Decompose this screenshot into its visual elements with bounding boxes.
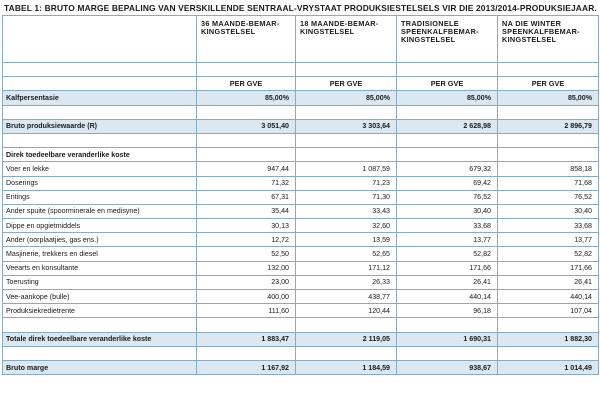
cell-value: 35,44 [197, 204, 296, 218]
cell-value: 1 087,59 [296, 162, 397, 176]
cell-value: 30,40 [498, 204, 599, 218]
spacer-row [3, 63, 599, 77]
column-header: 36 MAANDE-BEMAR-KINGSTELSEL [197, 16, 296, 63]
cell-value: 23,00 [197, 275, 296, 289]
cell-value: 26,41 [397, 275, 498, 289]
unit-label: PER GVE [296, 77, 397, 91]
cell-value: 71,23 [296, 176, 397, 190]
cell-value: 171,12 [296, 261, 397, 275]
section-heading: Direk toedeelbare veranderlike koste [3, 148, 197, 162]
gross-margin-table [2, 15, 599, 375]
row-label: Totale direk toedeelbare veranderlike koste [3, 332, 197, 346]
table-row [3, 261, 599, 275]
header-corner [3, 16, 197, 63]
cell-value: 1 882,30 [498, 332, 599, 346]
cell-value: 96,18 [397, 304, 498, 318]
cell-value: 52,82 [498, 247, 599, 261]
unit-row [3, 77, 599, 91]
row-label: Toerusting [3, 275, 197, 289]
cell-value: 26,33 [296, 275, 397, 289]
row-label: Ander spuite (spoorminerale en medisyne) [3, 204, 197, 218]
row-label: Produksiekredietrente [3, 304, 197, 318]
row-label: Bruto produksiewaarde (R) [3, 119, 197, 133]
cell-value: 69,42 [397, 176, 498, 190]
row-label: Dippe en opgietmiddels [3, 219, 197, 233]
cell-value: 171,66 [397, 261, 498, 275]
spacer-row [3, 318, 599, 332]
table-row [3, 204, 599, 218]
cell-value: 32,60 [296, 219, 397, 233]
calf-percentage-row [3, 91, 599, 105]
cell-value: 30,13 [197, 219, 296, 233]
cell-value: 938,67 [397, 360, 498, 374]
cell-value: 1 184,59 [296, 360, 397, 374]
cell-value: 76,52 [498, 190, 599, 204]
cell-value: 85,00% [397, 91, 498, 105]
cell-value: 67,31 [197, 190, 296, 204]
cell-value: 111,60 [197, 304, 296, 318]
cell-value: 171,66 [498, 261, 599, 275]
cell-value: 52,82 [397, 247, 498, 261]
table-row [3, 247, 599, 261]
row-label: Veearts en konsultante [3, 261, 197, 275]
cell-value: 76,52 [397, 190, 498, 204]
cell-value: 947,44 [197, 162, 296, 176]
cell-value: 1 014,49 [498, 360, 599, 374]
column-header: TRADISIONELE SPEENKALFBEMAR-KINGSTELSEL [397, 16, 498, 63]
cell-value: 440,14 [397, 290, 498, 304]
cell-value: 1 883,47 [197, 332, 296, 346]
table-row [3, 290, 599, 304]
header-row [3, 16, 599, 63]
row-label: Ander (oorplaatjies, gas ens.) [3, 233, 197, 247]
cell-value: 52,65 [296, 247, 397, 261]
cell-value: 85,00% [296, 91, 397, 105]
cell-value: 438,77 [296, 290, 397, 304]
cell-value: 679,32 [397, 162, 498, 176]
cell-value: 33,68 [397, 219, 498, 233]
table-row [3, 304, 599, 318]
cell-value: 2 896,79 [498, 119, 599, 133]
cell-value: 33,68 [498, 219, 599, 233]
production-value-row [3, 119, 599, 133]
unit-label: PER GVE [197, 77, 296, 91]
unit-label: PER GVE [498, 77, 599, 91]
column-header: 18 MAANDE-BEMAR-KINGSTELSEL [296, 16, 397, 63]
row-label: Voer en lekke [3, 162, 197, 176]
cell-value: 52,50 [197, 247, 296, 261]
cell-value: 85,00% [498, 91, 599, 105]
costs-heading-row [3, 148, 599, 162]
spacer-row [3, 105, 599, 119]
cell-value: 1 690,31 [397, 332, 498, 346]
spacer-row [3, 346, 599, 360]
gross-margin-row [3, 360, 599, 374]
cell-value: 2 628,98 [397, 119, 498, 133]
cell-value: 440,14 [498, 290, 599, 304]
cell-value: 71,32 [197, 176, 296, 190]
table-row [3, 162, 599, 176]
cell-value: 400,00 [197, 290, 296, 304]
cell-value: 1 167,92 [197, 360, 296, 374]
unit-label: PER GVE [397, 77, 498, 91]
cell-value: 3 051,40 [197, 119, 296, 133]
cell-value: 2 119,05 [296, 332, 397, 346]
cell-value: 858,18 [498, 162, 599, 176]
cell-value: 107,04 [498, 304, 599, 318]
cell-value: 13,77 [498, 233, 599, 247]
table-row [3, 176, 599, 190]
cell-value: 85,00% [197, 91, 296, 105]
cell-value: 3 303,64 [296, 119, 397, 133]
column-header: NA DIE WINTER SPEENKALFBEMAR-KINGSTELSEL [498, 16, 599, 63]
total-costs-row [3, 332, 599, 346]
row-label: Doserings [3, 176, 197, 190]
row-label: Bruto marge [3, 360, 197, 374]
table-title: TABEL 1: BRUTO MARGE BEPALING VAN VERSKILLENDE SENTRAAL-VRYSTAAT PRODUKSIESTELSELS VIR DIE 2013/2014-PRODUKSIEJAAR. [4, 3, 597, 13]
table-row [3, 219, 599, 233]
cell-value: 33,43 [296, 204, 397, 218]
cell-value: 13,77 [397, 233, 498, 247]
table-row [3, 233, 599, 247]
spacer-row [3, 133, 599, 147]
cell-value: 12,72 [197, 233, 296, 247]
table-row [3, 275, 599, 289]
row-label: Kalfpersentasie [3, 91, 197, 105]
table-row [3, 190, 599, 204]
row-label: Vee-aankope (bulle) [3, 290, 197, 304]
cell-value: 26,41 [498, 275, 599, 289]
cell-value: 132,00 [197, 261, 296, 275]
cell-value: 13,59 [296, 233, 397, 247]
row-label: Masjinerie, trekkers en diesel [3, 247, 197, 261]
cell-value: 71,30 [296, 190, 397, 204]
row-label: Entings [3, 190, 197, 204]
cell-value: 30,40 [397, 204, 498, 218]
cell-value: 120,44 [296, 304, 397, 318]
cell-value: 71,68 [498, 176, 599, 190]
